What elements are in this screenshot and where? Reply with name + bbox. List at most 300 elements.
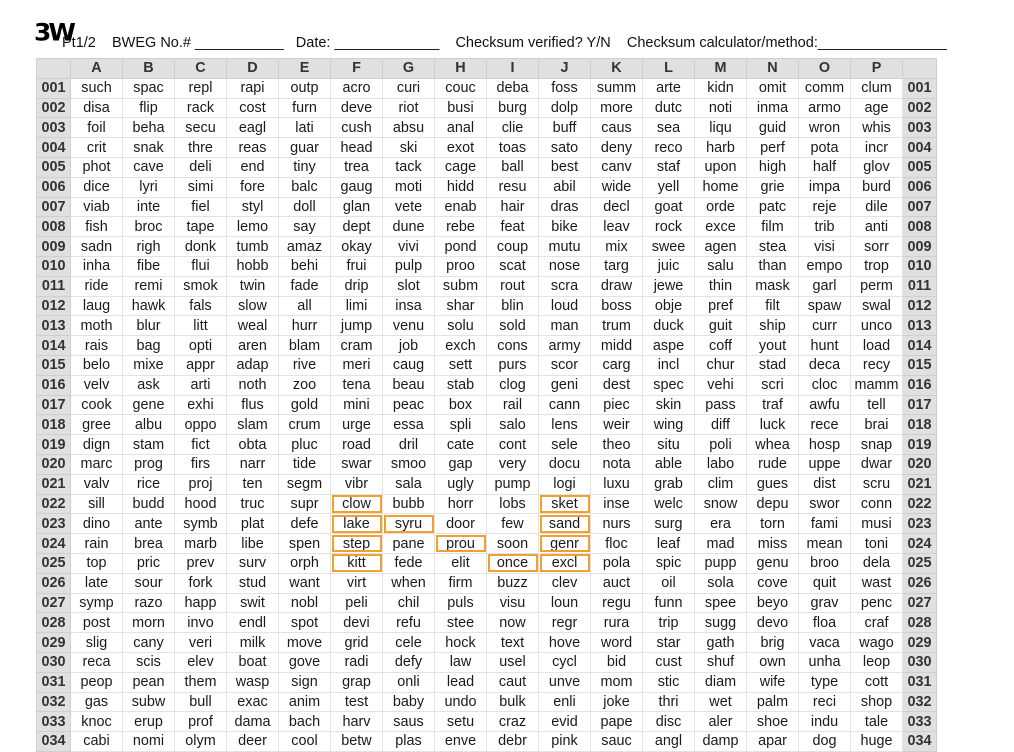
word-cell[interactable]: trip [643, 613, 695, 633]
word-cell[interactable]: exce [695, 217, 747, 237]
word-cell[interactable]: such [71, 78, 123, 98]
word-cell[interactable]: segm [279, 474, 331, 494]
word-cell[interactable]: nota [591, 454, 643, 474]
word-cell[interactable]: salu [695, 256, 747, 276]
word-cell[interactable]: surv [227, 553, 279, 573]
word-cell[interactable]: mutu [539, 237, 591, 257]
word-cell[interactable]: aspe [643, 336, 695, 356]
bweg-field[interactable]: BWEG No.# ___________ [111, 35, 284, 51]
word-cell[interactable]: geni [539, 375, 591, 395]
word-cell[interactable]: lyri [123, 177, 175, 197]
word-cell[interactable]: truc [227, 494, 279, 514]
word-cell[interactable]: soon [487, 534, 539, 554]
word-cell[interactable]: angl [643, 732, 695, 752]
word-cell[interactable]: mamm [851, 375, 903, 395]
word-cell[interactable]: bull [175, 692, 227, 712]
word-cell[interactable]: cabi [71, 732, 123, 752]
word-cell[interactable]: fade [279, 276, 331, 296]
word-cell[interactable]: clie [487, 118, 539, 138]
word-cell[interactable]: bike [539, 217, 591, 237]
word-cell[interactable]: shop [851, 692, 903, 712]
word-cell[interactable]: blur [123, 316, 175, 336]
word-cell[interactable]: guid [747, 118, 799, 138]
word-cell[interactable]: stam [123, 435, 175, 455]
word-cell[interactable]: boss [591, 296, 643, 316]
word-cell[interactable]: slow [227, 296, 279, 316]
word-cell[interactable]: gree [71, 415, 123, 435]
word-cell[interactable]: gaug [331, 177, 383, 197]
word-cell[interactable]: urge [331, 415, 383, 435]
word-cell[interactable]: tiny [279, 157, 331, 177]
word-cell[interactable]: beyo [747, 593, 799, 613]
word-cell[interactable]: armo [799, 98, 851, 118]
word-cell[interactable]: penc [851, 593, 903, 613]
word-cell[interactable]: type [799, 672, 851, 692]
word-cell[interactable]: burd [851, 177, 903, 197]
word-cell[interactable]: tide [279, 454, 331, 474]
word-cell[interactable]: viab [71, 197, 123, 217]
word-cell[interactable]: high [747, 157, 799, 177]
word-cell[interactable]: yout [747, 336, 799, 356]
word-cell[interactable]: setu [435, 712, 487, 732]
word-cell[interactable]: top [71, 553, 123, 573]
word-cell[interactable]: perm [851, 276, 903, 296]
word-cell[interactable]: salo [487, 415, 539, 435]
word-cell[interactable]: ugly [435, 474, 487, 494]
word-cell[interactable]: prog [123, 454, 175, 474]
word-cell[interactable]: noth [227, 375, 279, 395]
word-cell[interactable]: prev [175, 553, 227, 573]
word-cell[interactable]: brig [747, 633, 799, 653]
word-cell[interactable]: cust [643, 652, 695, 672]
word-cell[interactable]: cont [487, 435, 539, 455]
word-cell[interactable]: slig [71, 633, 123, 653]
word-cell[interactable]: scis [123, 652, 175, 672]
word-cell[interactable]: visi [799, 237, 851, 257]
word-cell[interactable]: hawk [123, 296, 175, 316]
word-cell[interactable]: tena [331, 375, 383, 395]
checksum-verified[interactable]: Checksum verified? Y/N [455, 35, 611, 51]
word-cell[interactable]: own [747, 652, 799, 672]
word-cell[interactable]: hock [435, 633, 487, 653]
word-cell[interactable]: very [487, 454, 539, 474]
word-cell[interactable]: duck [643, 316, 695, 336]
word-cell[interactable]: tell [851, 395, 903, 415]
word-cell[interactable]: yell [643, 177, 695, 197]
word-cell[interactable]: radi [331, 652, 383, 672]
word-cell[interactable]: late [71, 573, 123, 593]
word-cell[interactable]: situ [643, 435, 695, 455]
word-cell[interactable]: vaca [799, 633, 851, 653]
word-cell[interactable]: vivi [383, 237, 435, 257]
word-cell[interactable]: rude [747, 454, 799, 474]
word-cell[interactable]: enve [435, 732, 487, 752]
word-cell[interactable]: vehi [695, 375, 747, 395]
word-cell[interactable]: fiel [175, 197, 227, 217]
word-cell[interactable]: behi [279, 256, 331, 276]
word-cell[interactable]: eagl [227, 118, 279, 138]
word-cell[interactable]: glan [331, 197, 383, 217]
highlighted-word-cell[interactable]: lake [331, 514, 383, 534]
word-cell[interactable]: brai [851, 415, 903, 435]
word-cell[interactable]: subw [123, 692, 175, 712]
word-cell[interactable]: olym [175, 732, 227, 752]
word-cell[interactable]: able [643, 454, 695, 474]
word-cell[interactable]: reco [643, 138, 695, 158]
word-cell[interactable]: arte [643, 78, 695, 98]
word-cell[interactable]: decl [591, 197, 643, 217]
word-cell[interactable]: weir [591, 415, 643, 435]
word-cell[interactable]: film [747, 217, 799, 237]
word-cell[interactable]: labo [695, 454, 747, 474]
word-cell[interactable]: shoe [747, 712, 799, 732]
word-cell[interactable]: beau [383, 375, 435, 395]
word-cell[interactable]: happ [175, 593, 227, 613]
word-cell[interactable]: sea [643, 118, 695, 138]
word-cell[interactable]: dest [591, 375, 643, 395]
word-cell[interactable]: welc [643, 494, 695, 514]
word-cell[interactable]: floa [799, 613, 851, 633]
word-cell[interactable]: symb [175, 514, 227, 534]
word-cell[interactable]: move [279, 633, 331, 653]
word-cell[interactable]: sill [71, 494, 123, 514]
word-cell[interactable]: mom [591, 672, 643, 692]
word-cell[interactable]: grie [747, 177, 799, 197]
word-cell[interactable]: law [435, 652, 487, 672]
word-cell[interactable]: purs [487, 355, 539, 375]
word-cell[interactable]: dist [799, 474, 851, 494]
word-cell[interactable]: gues [747, 474, 799, 494]
word-cell[interactable]: pupp [695, 553, 747, 573]
word-cell[interactable]: dwar [851, 454, 903, 474]
word-cell[interactable]: weal [227, 316, 279, 336]
word-cell[interactable]: caus [591, 118, 643, 138]
word-cell[interactable]: acro [331, 78, 383, 98]
word-cell[interactable]: rais [71, 336, 123, 356]
word-cell[interactable]: sauc [591, 732, 643, 752]
word-cell[interactable]: staf [643, 157, 695, 177]
word-cell[interactable]: test [331, 692, 383, 712]
highlighted-word-cell[interactable]: sket [539, 494, 591, 514]
word-cell[interactable]: flui [175, 256, 227, 276]
word-cell[interactable]: scat [487, 256, 539, 276]
word-cell[interactable]: depu [747, 494, 799, 514]
word-cell[interactable]: mixe [123, 355, 175, 375]
word-cell[interactable]: albu [123, 415, 175, 435]
word-cell[interactable]: upon [695, 157, 747, 177]
word-cell[interactable]: libe [227, 534, 279, 554]
word-cell[interactable]: cloc [799, 375, 851, 395]
word-cell[interactable]: than [747, 256, 799, 276]
word-cell[interactable]: bubb [383, 494, 435, 514]
word-cell[interactable]: supr [279, 494, 331, 514]
word-cell[interactable]: peac [383, 395, 435, 415]
word-cell[interactable]: buzz [487, 573, 539, 593]
word-cell[interactable]: man [539, 316, 591, 336]
word-cell[interactable]: defy [383, 652, 435, 672]
word-cell[interactable]: pulp [383, 256, 435, 276]
word-cell[interactable]: refu [383, 613, 435, 633]
word-cell[interactable]: mean [799, 534, 851, 554]
word-cell[interactable]: obta [227, 435, 279, 455]
word-cell[interactable]: sett [435, 355, 487, 375]
word-cell[interactable]: say [279, 217, 331, 237]
highlighted-word-cell[interactable]: clow [331, 494, 383, 514]
word-cell[interactable]: incl [643, 355, 695, 375]
word-cell[interactable]: trop [851, 256, 903, 276]
word-cell[interactable]: fork [175, 573, 227, 593]
word-cell[interactable]: star [643, 633, 695, 653]
word-cell[interactable]: snak [123, 138, 175, 158]
word-cell[interactable]: bag [123, 336, 175, 356]
word-cell[interactable]: broo [799, 553, 851, 573]
word-cell[interactable]: thri [643, 692, 695, 712]
word-cell[interactable]: musi [851, 514, 903, 534]
word-cell[interactable]: peli [331, 593, 383, 613]
word-cell[interactable]: omit [747, 78, 799, 98]
word-cell[interactable]: wago [851, 633, 903, 653]
word-cell[interactable]: anim [279, 692, 331, 712]
word-cell[interactable]: broc [123, 217, 175, 237]
word-cell[interactable]: saus [383, 712, 435, 732]
word-cell[interactable]: bid [591, 652, 643, 672]
word-cell[interactable]: buff [539, 118, 591, 138]
word-cell[interactable]: tale [851, 712, 903, 732]
word-cell[interactable]: oppo [175, 415, 227, 435]
word-cell[interactable]: pola [591, 553, 643, 573]
date-field[interactable]: Date: _____________ [295, 35, 440, 51]
word-cell[interactable]: firs [175, 454, 227, 474]
word-cell[interactable]: era [695, 514, 747, 534]
word-cell[interactable]: spot [279, 613, 331, 633]
word-cell[interactable]: secu [175, 118, 227, 138]
word-cell[interactable]: onli [383, 672, 435, 692]
word-cell[interactable]: stad [747, 355, 799, 375]
word-cell[interactable]: deba [487, 78, 539, 98]
word-cell[interactable]: invo [175, 613, 227, 633]
word-cell[interactable]: word [591, 633, 643, 653]
word-cell[interactable]: cage [435, 157, 487, 177]
word-cell[interactable]: logi [539, 474, 591, 494]
word-cell[interactable]: coup [487, 237, 539, 257]
word-cell[interactable]: righ [123, 237, 175, 257]
word-cell[interactable]: palm [747, 692, 799, 712]
word-cell[interactable]: swal [851, 296, 903, 316]
word-cell[interactable]: lemo [227, 217, 279, 237]
word-cell[interactable]: pump [487, 474, 539, 494]
word-cell[interactable]: diff [695, 415, 747, 435]
highlighted-word-cell[interactable]: excl [539, 553, 591, 573]
word-cell[interactable]: ante [123, 514, 175, 534]
word-cell[interactable]: inse [591, 494, 643, 514]
word-cell[interactable]: usel [487, 652, 539, 672]
word-cell[interactable]: nomi [123, 732, 175, 752]
word-cell[interactable]: fore [227, 177, 279, 197]
word-cell[interactable]: kidn [695, 78, 747, 98]
word-cell[interactable]: oil [643, 573, 695, 593]
word-cell[interactable]: pref [695, 296, 747, 316]
word-cell[interactable]: rebe [435, 217, 487, 237]
word-cell[interactable]: rout [487, 276, 539, 296]
word-cell[interactable]: unha [799, 652, 851, 672]
word-cell[interactable]: rapi [227, 78, 279, 98]
word-cell[interactable]: busi [435, 98, 487, 118]
word-cell[interactable]: blam [279, 336, 331, 356]
word-cell[interactable]: marb [175, 534, 227, 554]
word-cell[interactable]: ball [487, 157, 539, 177]
word-cell[interactable]: twin [227, 276, 279, 296]
word-cell[interactable]: hunt [799, 336, 851, 356]
word-cell[interactable]: pass [695, 395, 747, 415]
word-cell[interactable]: virt [331, 573, 383, 593]
word-cell[interactable]: toas [487, 138, 539, 158]
word-cell[interactable]: agen [695, 237, 747, 257]
word-cell[interactable]: symp [71, 593, 123, 613]
word-cell[interactable]: zoo [279, 375, 331, 395]
word-cell[interactable]: fish [71, 217, 123, 237]
word-cell[interactable]: theo [591, 435, 643, 455]
word-cell[interactable]: when [383, 573, 435, 593]
word-cell[interactable]: wife [747, 672, 799, 692]
word-cell[interactable]: adap [227, 355, 279, 375]
word-cell[interactable]: best [539, 157, 591, 177]
word-cell[interactable]: valv [71, 474, 123, 494]
word-cell[interactable]: shar [435, 296, 487, 316]
word-cell[interactable]: dile [851, 197, 903, 217]
word-cell[interactable]: cush [331, 118, 383, 138]
word-cell[interactable]: deli [175, 157, 227, 177]
highlighted-word-cell[interactable]: sand [539, 514, 591, 534]
word-cell[interactable]: undo [435, 692, 487, 712]
word-cell[interactable]: endl [227, 613, 279, 633]
word-cell[interactable]: hobb [227, 256, 279, 276]
word-cell[interactable]: smoo [383, 454, 435, 474]
word-cell[interactable]: sele [539, 435, 591, 455]
word-cell[interactable]: guit [695, 316, 747, 336]
word-cell[interactable]: pluc [279, 435, 331, 455]
word-cell[interactable]: deca [799, 355, 851, 375]
word-cell[interactable]: fami [799, 514, 851, 534]
word-cell[interactable]: narr [227, 454, 279, 474]
word-cell[interactable]: prof [175, 712, 227, 732]
word-cell[interactable]: scra [539, 276, 591, 296]
highlighted-word-cell[interactable]: syru [383, 514, 435, 534]
word-cell[interactable]: flus [227, 395, 279, 415]
word-cell[interactable]: gath [695, 633, 747, 653]
word-cell[interactable]: sadn [71, 237, 123, 257]
word-cell[interactable]: balc [279, 177, 331, 197]
word-cell[interactable]: pric [123, 553, 175, 573]
word-cell[interactable]: cost [227, 98, 279, 118]
word-cell[interactable]: bulk [487, 692, 539, 712]
word-cell[interactable]: skin [643, 395, 695, 415]
word-cell[interactable]: dela [851, 553, 903, 573]
word-cell[interactable]: belo [71, 355, 123, 375]
word-cell[interactable]: stic [643, 672, 695, 692]
word-cell[interactable]: rock [643, 217, 695, 237]
word-cell[interactable]: grid [331, 633, 383, 653]
word-cell[interactable]: cann [539, 395, 591, 415]
word-cell[interactable]: whea [747, 435, 799, 455]
word-cell[interactable]: juic [643, 256, 695, 276]
word-cell[interactable]: meri [331, 355, 383, 375]
word-cell[interactable]: venu [383, 316, 435, 336]
word-cell[interactable]: carg [591, 355, 643, 375]
word-cell[interactable]: pink [539, 732, 591, 752]
word-cell[interactable]: elit [435, 553, 487, 573]
word-cell[interactable]: filt [747, 296, 799, 316]
word-cell[interactable]: drip [331, 276, 383, 296]
word-cell[interactable]: proo [435, 256, 487, 276]
word-cell[interactable]: trib [799, 217, 851, 237]
word-cell[interactable]: firm [435, 573, 487, 593]
word-cell[interactable]: hair [487, 197, 539, 217]
word-cell[interactable]: auct [591, 573, 643, 593]
word-cell[interactable]: chil [383, 593, 435, 613]
word-cell[interactable]: stab [435, 375, 487, 395]
word-cell[interactable]: unve [539, 672, 591, 692]
word-cell[interactable]: nose [539, 256, 591, 276]
word-cell[interactable]: inte [123, 197, 175, 217]
word-cell[interactable]: fibe [123, 256, 175, 276]
word-cell[interactable]: rura [591, 613, 643, 633]
word-cell[interactable]: spee [695, 593, 747, 613]
word-cell[interactable]: plas [383, 732, 435, 752]
word-cell[interactable]: huge [851, 732, 903, 752]
word-cell[interactable]: litt [175, 316, 227, 336]
word-cell[interactable]: reca [71, 652, 123, 672]
word-cell[interactable]: shuf [695, 652, 747, 672]
word-cell[interactable]: cott [851, 672, 903, 692]
word-cell[interactable]: wet [695, 692, 747, 712]
word-cell[interactable]: swor [799, 494, 851, 514]
word-cell[interactable]: summ [591, 78, 643, 98]
word-cell[interactable]: perf [747, 138, 799, 158]
word-cell[interactable]: slot [383, 276, 435, 296]
highlighted-word-cell[interactable]: once [487, 553, 539, 573]
word-cell[interactable]: luxu [591, 474, 643, 494]
word-cell[interactable]: cele [383, 633, 435, 653]
word-cell[interactable]: garl [799, 276, 851, 296]
word-cell[interactable]: guar [279, 138, 331, 158]
word-cell[interactable]: empo [799, 256, 851, 276]
highlighted-word-cell[interactable]: prou [435, 534, 487, 554]
word-cell[interactable]: lead [435, 672, 487, 692]
word-cell[interactable]: cram [331, 336, 383, 356]
word-cell[interactable]: army [539, 336, 591, 356]
checksum-method-field[interactable]: Checksum calculator/method:________________ [626, 35, 947, 51]
word-cell[interactable]: disc [643, 712, 695, 732]
word-cell[interactable]: proj [175, 474, 227, 494]
word-cell[interactable]: hosp [799, 435, 851, 455]
word-cell[interactable]: deny [591, 138, 643, 158]
word-cell[interactable]: sour [123, 573, 175, 593]
word-cell[interactable]: blin [487, 296, 539, 316]
word-cell[interactable]: mask [747, 276, 799, 296]
word-cell[interactable]: clim [695, 474, 747, 494]
word-cell[interactable]: awfu [799, 395, 851, 415]
word-cell[interactable]: comm [799, 78, 851, 98]
word-cell[interactable]: ten [227, 474, 279, 494]
word-cell[interactable]: clog [487, 375, 539, 395]
word-cell[interactable]: stee [435, 613, 487, 633]
word-cell[interactable]: evid [539, 712, 591, 732]
word-cell[interactable]: joke [591, 692, 643, 712]
word-cell[interactable]: poli [695, 435, 747, 455]
word-cell[interactable]: doll [279, 197, 331, 217]
word-cell[interactable]: fede [383, 553, 435, 573]
word-cell[interactable]: enli [539, 692, 591, 712]
